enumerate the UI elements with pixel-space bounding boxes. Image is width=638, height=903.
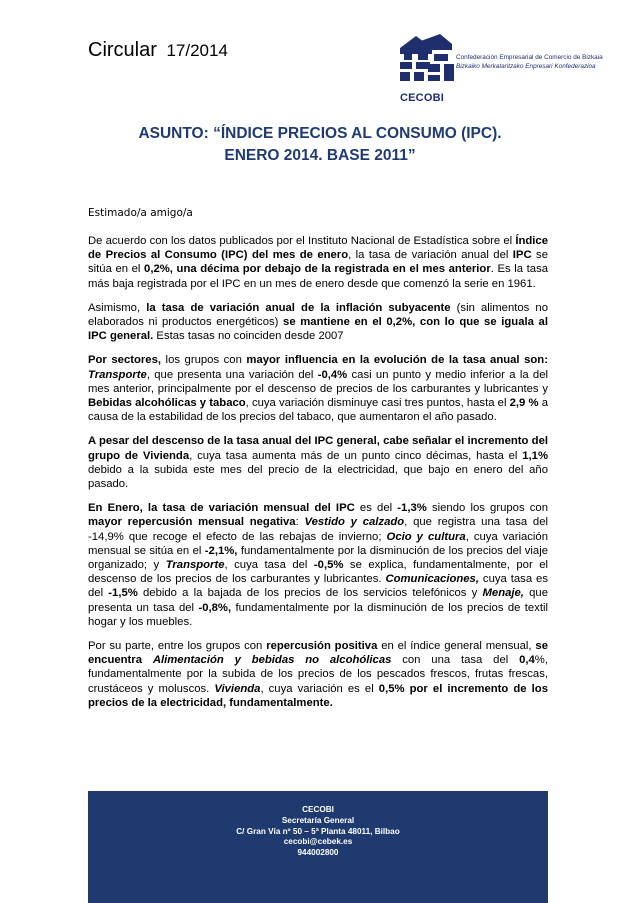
text-run: se sitúa en el	[88, 249, 548, 276]
text-run: Estas tasas no coinciden desde 2007	[153, 330, 344, 343]
text-run: -2,1%,	[204, 544, 238, 557]
text-run: %, fundamentalmente por la subida de los precios de los pescados frescos, frutas frescas, crustáceos y moluscos.	[88, 654, 548, 695]
text-run: se mantiene en el 0,2%, con lo que se iguala al IPC general.	[88, 316, 548, 343]
text-run: los grupos con	[161, 354, 247, 367]
logo-name: CECOBI	[400, 92, 444, 104]
text-run: , que registra una tasa del -14,9% que recoge el efecto de las rebajas de invierno;	[88, 516, 548, 543]
text-run: Bebidas alcohólicas y tabaco	[88, 397, 246, 410]
footer-band	[88, 791, 548, 903]
text-run: 0,5% por el incremento de los precios de la electricidad, fundamentalmente.	[88, 682, 548, 709]
subject-heading	[88, 123, 552, 167]
text-run: , cuya variación es el	[260, 682, 379, 695]
text-run: Comunicaciones,	[385, 573, 479, 586]
text-run: mayor repercusión mensual negativa	[88, 516, 296, 529]
text-run: De acuerdo con los datos publicados por el Instituto Nacional de Estadística sobre el	[88, 235, 516, 247]
paragraph	[88, 234, 548, 291]
text-run: -1,3%	[397, 502, 427, 515]
text-run: . Es la tasa más baja registrada por el IPC en un mes de enero desde que comenzó la serie en 1961.	[88, 263, 548, 290]
text-run: en el índice general mensual,	[377, 640, 536, 653]
footer-dept: Secretaría General	[281, 815, 355, 825]
text-run: Asimismo,	[88, 301, 147, 314]
text-run: debido a la bajada de los precios de los servicios telefónicos y	[137, 587, 483, 600]
text-run: (sin alimentos no elaborados ni productos energéticos)	[88, 301, 548, 329]
text-run: fundamentalmente por la disminución de los precios del viaje organizado; y	[88, 544, 549, 572]
logo-line-2: Bizkaiko Merkataritzako Enpresari Konfederazioa	[456, 63, 596, 70]
text-run: a causa de la estabilidad de los precios del tabaco, que aumentaron el año pasado.	[88, 397, 549, 424]
text-run: -1,5%	[108, 587, 138, 600]
text-run: -0,5%	[313, 559, 344, 572]
text-run: 0,2%, una décima por debajo de la registrada en el mes anterior	[144, 263, 491, 276]
circular-word: Circular	[88, 39, 157, 61]
text-run: En Enero, la tasa de variación mensual del IPC	[88, 502, 355, 515]
footer-org: CECOBI	[302, 805, 334, 814]
text-run: :	[295, 516, 305, 529]
text-run: , cuya variación mensual se sitúa en el	[88, 530, 548, 557]
subject-line-1: ASUNTO: “ÍNDICE PRECIOS AL CONSUMO (IPC).	[138, 125, 502, 142]
paragraph	[88, 434, 548, 491]
text-run: mayor influencia en la evolución de la tasa anual son:	[246, 354, 548, 367]
footer-address: C/ Gran Vía nº 50 – 5ª Planta 48011, Bilbao	[236, 826, 400, 836]
text-run: Por sectores,	[88, 354, 161, 367]
text-run: , la tasa de variación anual del	[348, 249, 513, 262]
text-run: se encuentra	[88, 640, 548, 667]
text-run: , que presenta una variación del	[146, 368, 318, 381]
text-run: Ocio y cultura	[386, 530, 466, 543]
text-run: , cuya variación disminuye casi tres puntos, hasta el	[245, 397, 510, 410]
text-run: la tasa de variación anual de la inflación subyacente	[146, 301, 451, 314]
circular-number: 17/2014	[166, 41, 228, 60]
text-run: Vivienda	[214, 682, 261, 695]
circular-title	[88, 38, 228, 63]
text-run: -0,8%,	[198, 601, 232, 614]
paragraph	[88, 639, 548, 710]
paragraph	[88, 301, 548, 344]
body-text	[88, 234, 548, 720]
text-run: 1,1%	[522, 449, 548, 462]
text-run: 2,9 %	[509, 397, 539, 410]
text-run: con una tasa del	[391, 654, 520, 667]
text-run: que presenta un tasa del	[88, 587, 548, 614]
footer-phone: 944002800	[297, 848, 339, 858]
paragraph	[88, 353, 548, 424]
text-run: Menaje,	[482, 587, 524, 600]
text-run: repercusión positiva	[266, 640, 378, 653]
text-run: -0,4%	[317, 368, 348, 381]
logo-tagline	[456, 53, 603, 71]
text-run: debido a la subida este mes del precio de la electricidad, que bajo en enero del año pasado.	[88, 463, 548, 491]
text-run: siendo los grupos con	[426, 502, 548, 515]
text-run: A pesar del descenso de la tasa anual del IPC general, cabe señalar el incremento del grupo de Vivienda	[88, 435, 548, 462]
text-run: cuya tasa es del	[88, 573, 548, 600]
text-run: casi un punto y medio inferior a la del mes anterior, principalmente por el descenso de precios de los carburantes y lubricantes y	[88, 368, 548, 395]
subject-line-2: ENERO 2014. BASE 2011”	[224, 147, 416, 164]
logo-line-1: Confederación Empresarial de Comercio de Bizkaia	[456, 54, 603, 61]
text-run: Transporte	[165, 559, 225, 572]
text-run: Por su parte, entre los grupos con	[88, 640, 267, 653]
text-run: Transporte	[88, 368, 147, 381]
text-run: , cuya tasa del	[224, 559, 314, 572]
greeting: Estimado/a amigo/a	[88, 207, 193, 219]
text-run: fundamentalmente por la disminución de los precios de textil hogar y los muebles.	[88, 601, 549, 628]
text-run: se explica, fundamentalmente, por el descenso de los precios de los carburantes y lubricantes.	[88, 559, 548, 586]
text-run: Índice de Precios al Consumo (IPC) del mes de enero	[88, 235, 548, 262]
text-run: Alimentación y bebidas no alcohólicas	[152, 654, 392, 667]
text-run: , cuya tasa aumenta más de un punto cinco décimas, hasta el	[189, 449, 523, 462]
text-run: IPC	[512, 249, 532, 262]
paragraph	[88, 501, 548, 629]
footer-email[interactable]: cecobi@cebek.es	[283, 837, 353, 847]
text-run: es del	[354, 502, 398, 515]
text-run: Vestido y calzado	[304, 516, 405, 529]
text-run: 0,4	[519, 654, 535, 667]
